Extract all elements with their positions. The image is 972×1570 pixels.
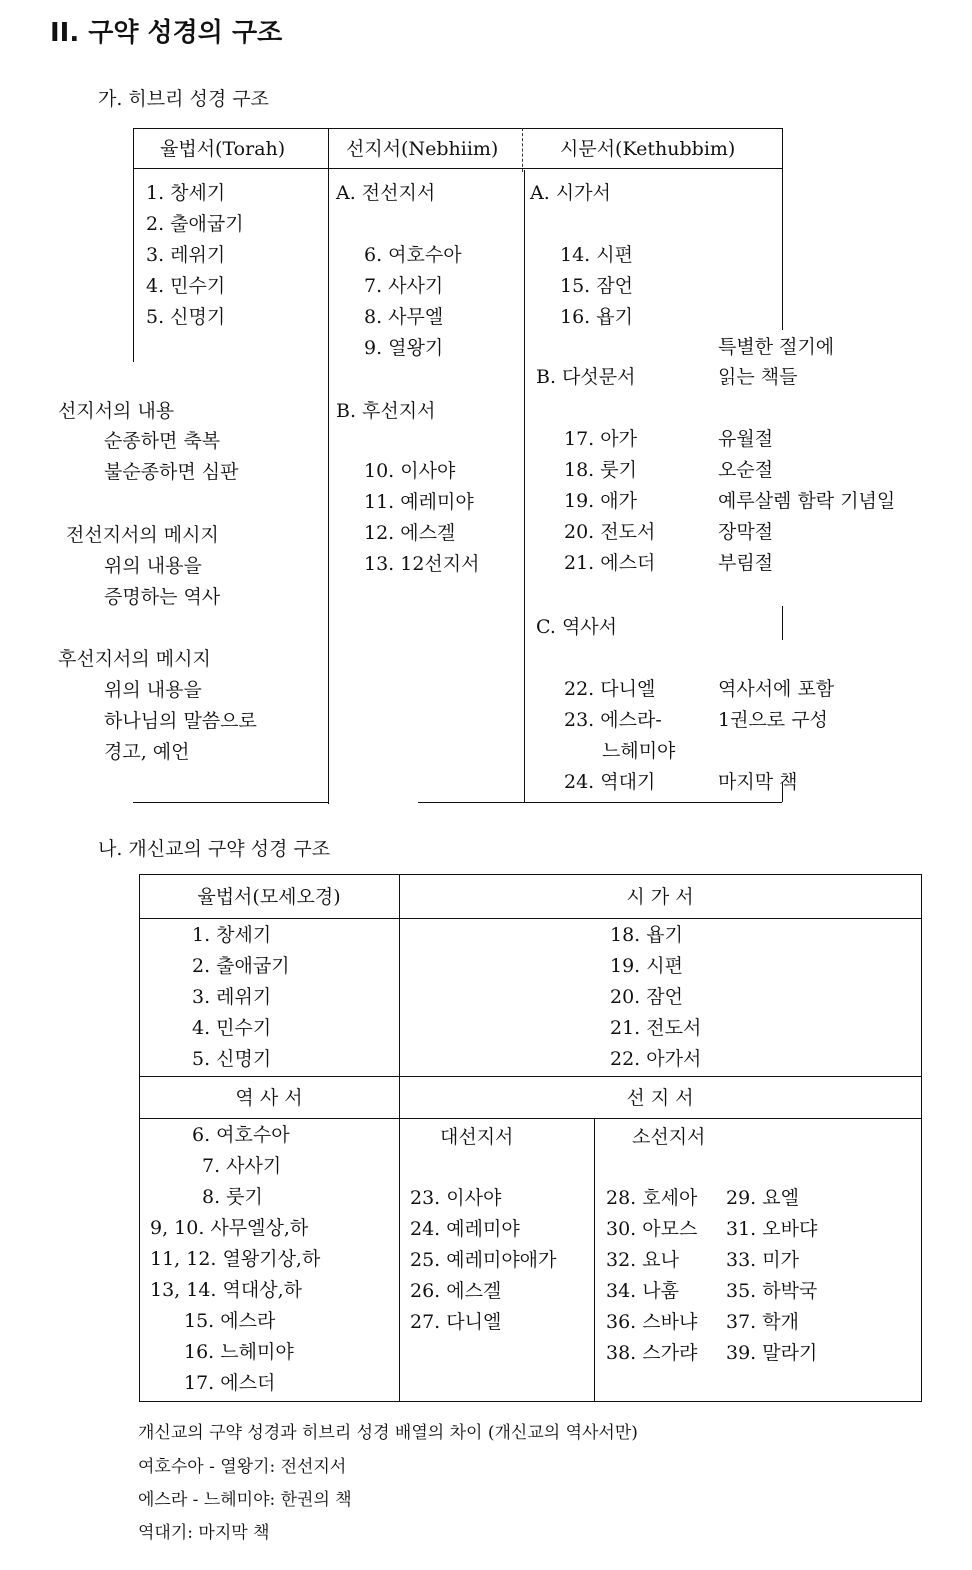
list-item: 1. 창세기 [146,182,226,204]
feast-note: 부림절 [718,552,774,574]
list-item: 9. 열왕기 [364,337,444,359]
poetry-list [610,920,701,1075]
note-line: 순종하면 축복 [104,430,221,452]
pentateuch-header: 율법서(모세오경) [197,886,341,908]
writings-right-border-mid [782,606,783,640]
list-item: 35. 하박국 [726,1280,818,1302]
list-item: 23. 에스라- [564,709,662,731]
list-item: 19. 애가 [564,490,637,512]
former-prophets-list [364,240,462,364]
list-item: 25. 예레미야애가 [410,1249,557,1271]
table-top-line [133,128,783,129]
feast-note: 오순절 [718,459,774,481]
major-prophets-header: 대선지서 [440,1126,514,1148]
list-item: 29. 요엘 [726,1187,799,1209]
list-item: 36. 스바냐 [606,1311,698,1333]
list-item: 11. 예레미야 [364,491,474,513]
list-item: 31. 오바댜 [726,1218,818,1240]
list-item: 30. 아모스 [606,1218,698,1240]
list-item: 23. 이사야 [410,1187,502,1209]
special-note-line1: 특별한 절기에 [718,336,835,358]
list-item: 22. 아가서 [610,1048,702,1070]
list-item: 18. 룻기 [564,459,637,481]
note-heading: 선지서의 내용 [58,400,175,422]
writings-header-divider [522,128,523,172]
list-item: 7. 사사기 [202,1155,282,1177]
latter-prophets-list [364,456,480,580]
footer-line: 개신교의 구약 성경과 히브리 성경 배열의 차이 (개신교의 역사서만) [138,1423,638,1443]
history-list [150,1120,390,1399]
minor-prophets-header: 소선지서 [632,1126,706,1148]
note-line: 위의 내용을 [104,555,202,577]
writings-header: 시문서(Kethubbim) [560,138,736,160]
list-item: 12. 에스겔 [364,522,456,544]
book-note: 마지막 책 [718,771,798,793]
list-item: 2. 출애굽기 [192,955,290,977]
footer-line: 여호수아 - 열왕기: 전선지서 [138,1457,347,1477]
list-item: 15. 에스라 [184,1310,276,1332]
list-item: 10. 이사야 [364,460,456,482]
poetry-books-label: A. 시가서 [530,182,611,204]
poetry-header: 시 가 서 [626,886,694,908]
prophets-header: 선 지 서 [626,1087,694,1109]
list-item: 2. 출애굽기 [146,213,244,235]
list-item: 26. 에스겔 [410,1280,502,1302]
feast-note: 장막절 [718,521,774,543]
history-books-label: C. 역사서 [536,616,618,638]
list-item: 6. 여호수아 [192,1124,290,1146]
section-a-heading: 가. 히브리 성경 구조 [98,88,269,110]
list-item: 32. 요나 [606,1249,679,1271]
list-item: 7. 사사기 [364,275,444,297]
note-heading: 후선지서의 메시지 [58,648,211,670]
list-item: 38. 스가랴 [606,1342,698,1364]
minor-prophets-col2 [726,1183,817,1369]
list-item: 14. 시편 [560,244,633,266]
list-item: 24. 예레미야 [410,1218,520,1240]
note-line: 불순종하면 심판 [104,461,239,483]
special-note-line2: 읽는 책들 [718,366,798,388]
latter-prophets-label: B. 후선지서 [336,400,436,422]
list-item: 22. 다니엘 [564,678,656,700]
list-item: 21. 전도서 [610,1017,702,1039]
history-header: 역 사 서 [235,1087,303,1109]
book-note: 1권으로 구성 [718,709,828,731]
pentateuch-list [192,920,290,1075]
page-title: II. 구약 성경의 구조 [50,18,283,48]
list-item: 4. 민수기 [192,1017,272,1039]
table-bottom-line-right [418,802,782,803]
list-item: 4. 민수기 [146,275,226,297]
table-subheader-line [139,1118,922,1119]
list-item: 1. 창세기 [192,924,272,946]
note-heading: 전선지서의 메시지 [66,524,219,546]
note-line: 경고, 예언 [104,741,190,763]
table-mid-line [139,1076,922,1077]
list-item: 8. 룻기 [202,1186,263,1208]
list-item: 13. 12선지서 [364,553,480,575]
list-item: 33. 미가 [726,1249,799,1271]
list-item: 3. 레위기 [146,244,226,266]
prophets-left-border [328,128,329,804]
prophets-header: 선지서(Nebhiim) [346,138,499,160]
torah-header: 율법서(Torah) [160,138,286,160]
list-item: 34. 나훔 [606,1280,679,1302]
list-item: 느헤미야 [602,740,676,762]
note-line: 위의 내용을 [104,679,202,701]
table-header-line [139,918,922,919]
prophets-column-divider [594,1118,595,1402]
list-item: 27. 다니엘 [410,1311,502,1333]
list-item: 15. 잠언 [560,275,633,297]
list-item: 39. 말라기 [726,1342,818,1364]
list-item: 6. 여호수아 [364,244,462,266]
table-column-divider [399,874,400,1402]
list-item: 11, 12. 열왕기상,하 [150,1248,321,1270]
list-item: 19. 시편 [610,955,683,977]
list-item: 17. 아가 [564,428,637,450]
list-item: 16. 욥기 [560,306,633,328]
list-item: 24. 역대기 [564,771,656,793]
major-prophets-list [410,1183,556,1338]
list-item: 13, 14. 역대상,하 [150,1279,302,1301]
torah-left-border [133,128,134,362]
minor-prophets-col1 [606,1183,697,1369]
list-item: 20. 전도서 [564,521,656,543]
list-item: 37. 학개 [726,1311,799,1333]
torah-list [146,178,244,333]
table-header-line [133,168,783,169]
five-scrolls-label: B. 다섯문서 [536,366,636,388]
feast-note: 유월절 [718,428,774,450]
list-item: 3. 레위기 [192,986,272,1008]
poetry-books-list [560,240,633,333]
table-bottom-line-left [133,802,328,803]
list-item: 21. 에스더 [564,552,656,574]
writings-right-border-top [782,128,783,330]
writings-left-border [524,170,525,802]
list-item: 8. 사무엘 [364,306,444,328]
list-item: 20. 잠언 [610,986,683,1008]
list-item: 28. 호세아 [606,1187,698,1209]
list-item: 16. 느헤미야 [184,1341,294,1363]
list-item: 9, 10. 사무엘상,하 [150,1217,309,1239]
list-item: 17. 에스더 [184,1372,276,1394]
list-item: 5. 신명기 [192,1048,272,1070]
note-line: 증명하는 역사 [104,586,221,608]
note-line: 하나님의 말씀으로 [104,710,257,732]
list-item: 5. 신명기 [146,306,226,328]
former-prophets-label: A. 전선지서 [336,182,436,204]
section-b-heading: 나. 개신교의 구약 성경 구조 [98,838,331,860]
footer-line: 에스라 - 느헤미야: 한권의 책 [138,1490,352,1510]
feast-note: 예루살렘 함락 기념일 [718,490,896,512]
footer-line: 역대기: 마지막 책 [138,1523,270,1543]
list-item: 18. 욥기 [610,924,683,946]
book-note: 역사서에 포함 [718,678,835,700]
